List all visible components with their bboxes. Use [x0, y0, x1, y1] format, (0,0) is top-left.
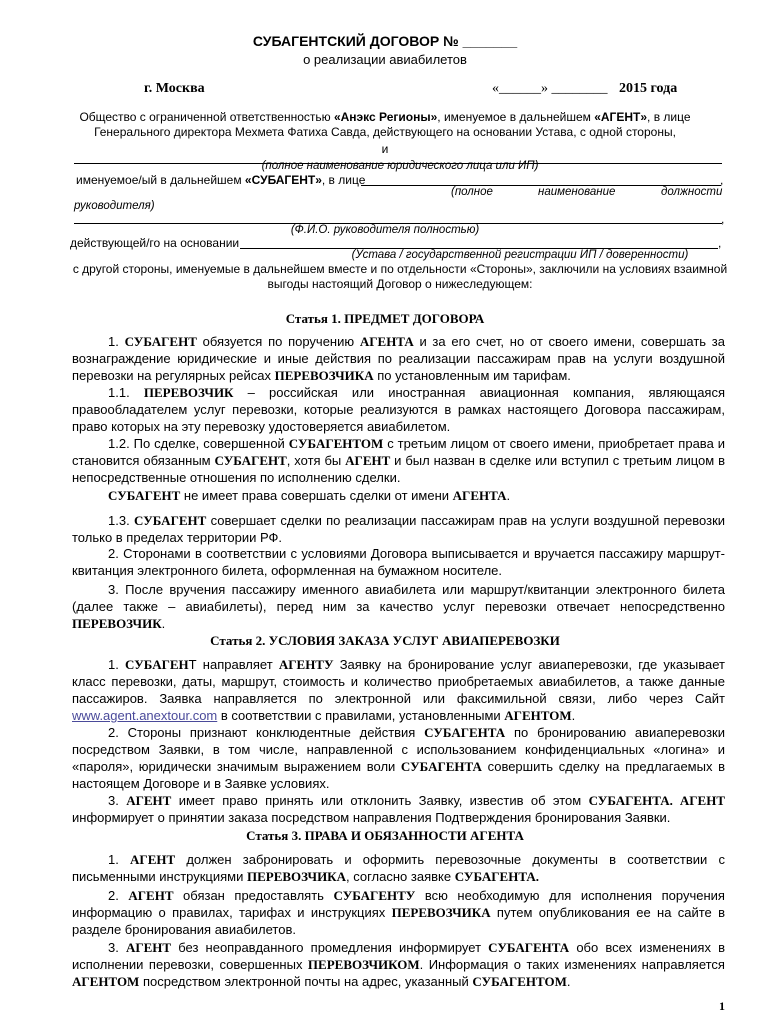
section-3-clause-3: 3. АГЕНТ без неоправданного промедления информирует СУБАГЕНТА обо всех изменениях в исполнении перевозки, совершенных ПЕРЕВОЗЧИКОМ. Информация о таких изменениях направляется АГЕНТОМ посредством электронной почты на адрес, указанный СУБАГЕНТОМ.: [72, 940, 725, 989]
section-2-clause-3: 3. АГЕНТ имеет право принять или отклонить Заявку, известив об этом СУБАГЕНТА. АГЕНТ информирует о принятии заказа посредством направления Подтверждения бронирования Заявки.: [72, 793, 725, 825]
section-3-title: Статья 3. ПРАВА И ОБЯЗАННОСТИ АГЕНТА: [246, 828, 524, 843]
section-2-clause-2: 2. Стороны признают конклюдентные действия СУБАГЕНТА по бронированию авиаперевозки посредством Заявки, в том числе, направленной с использованием конфиденциальных «логина» и «пароля», юридически значимым выражением воли СУБАГЕНТА совершить сделку на предлагаемых в настоящем Договоре и в Заявке условиях.: [72, 725, 725, 791]
city: г. Москва: [144, 81, 205, 96]
preamble-line-2: Генерального директора Мехмета Фатиха Савда, действующего на основании Устава, с одной стороны,: [94, 125, 676, 139]
contract-title: СУБАГЕНТСКИЙ ДОГОВОР № _______: [252, 33, 518, 49]
preamble-closing: с другой стороны, именуемые в дальнейшем вместе и по отдельности «Стороны», заключили на условиях взаимной выгоды настоящий Договор о нижеследующем:: [72, 262, 728, 291]
section-1-clause-2: 2. Сторонами в соответствии с условиями Договора выписывается и вручается пассажиру маршрут-квитанция электронного билета, оформленная на бумажном носителе.: [72, 546, 725, 578]
section-1-title: Статья 1. ПРЕДМЕТ ДОГОВОРА: [285, 311, 485, 326]
preamble-and: и: [381, 142, 389, 156]
note-head: руководителя): [74, 200, 155, 212]
section-2-clause-1: 1. СУБАГЕНТ направляет АГЕНТУ Заявку на бронирование услуг авиаперевозки, где указывает класс перевозки, даты, маршрут, стоимость и количество приобретаемых авиабилетов, а также данные пассажиров. Заявка направляется по электронной или факсимильной связи, либо через Сайт www.agent.anextour.com в соответствии с правилами, установленными АГЕНТОМ.: [72, 657, 725, 723]
company-name: «Анэкс Регионы»: [333, 110, 438, 124]
date-line: [492, 81, 677, 97]
section-1-clause-1-2: 1.2. По сделке, совершенной СУБАГЕНТОМ с третьим лицом от своего имени, приобретает права и становится обязанным СУБАГЕНТ, хотя бы АГЕНТ и был назван в сделке или вступил с третьим лицом в непосредственные отношения по исполнению сделки.: [72, 436, 725, 485]
section-1-clause-1: 1. СУБАГЕНТ обязуется по поручению АГЕНТА и за его счет, но от своего имени, совершать за вознаграждение юридические и иные действия по реализации пассажирам прав на услуги воздушной перевозки на регулярных рейсах ПЕРЕВОЗЧИКА по установленным им тарифам.: [72, 334, 725, 383]
section-3-clause-1: 1. АГЕНТ должен забронировать и оформить перевозочные документы в соответствии с письменными инструкциями ПЕРЕВОЗЧИКА, согласно заявке СУБАГЕНТА.: [72, 852, 725, 884]
note-basis: (Устава / государственной регистрации ИП / доверенности): [351, 249, 689, 261]
date-blank: «______» ________: [492, 81, 608, 96]
note-fio: (Ф.И.О. руководителя полностью): [290, 224, 480, 236]
acting-basis-label: действующей/го на основании: [70, 236, 240, 250]
named-as-subagent: именуемое/ый в дальнейшем «СУБАГЕНТ», в лице: [76, 173, 366, 187]
note-legal-name: (полное наименование юридического лица или ИП): [261, 160, 539, 172]
note-name: наименование: [538, 186, 616, 198]
section-3-clause-2: 2. АГЕНТ обязан предоставлять СУБАГЕНТУ всю необходимую для исполнения поручения информацию о правилах, тарифах и инструкциях ПЕРЕВОЗЧИКА путем опубликования ее на сайте в разделе бронирования авиабилетов.: [72, 888, 725, 937]
note-full: (полное: [451, 186, 493, 198]
contract-subtitle: о реализации авиабилетов: [303, 52, 467, 67]
section-1-clause-1-1: 1.1. ПЕРЕВОЗЧИК – российская или иностранная авиационная компания, являющаяся правообладателем услуг перевозки, которые реализуются в рамках настоящего Договора пассажирам, право которых на эту перевозку удостоверяется авиабилетом.: [72, 385, 725, 434]
section-1-clause-1-3: 1.3. СУБАГЕНТ совершает сделки по реализации пассажирам прав на услуги воздушной перевозки только в пределах территории РФ.: [72, 513, 726, 545]
document-page: СУБАГЕНТСКИЙ ДОГОВОР № _______ о реализации авиабилетов г. Москва «______» ________ 2015 года Общество с ограниченной ответственностью «Анэкс Регионы», именуемое в дальнейшем «АГЕНТ», в лице Генерального директора Мехмета Фатиха Савда, действующего на основании Устава, с одной стороны, и (полное наименование юридического лица или ИП) именуемое/ый в дальнейшем «СУБАГЕНТ», в лице , (полное наименование должности руководителя) , (Ф.И.О. руководителя полностью) действующей/го на основании , (Устава / государственной регистрации ИП / доверенности) с другой стороны, именуемые в дальнейшем вместе и по отдельности «Стороны», заключили на условиях взаимной выгоды настоящий Договор о нижеследующем: Статья 1. ПРЕДМЕТ ДОГОВОРА 1. СУБАГЕНТ обязуется по поручению АГЕНТА и за его счет, но от своего имени, совершать за вознаграждение юридические и иные действия по реализации пассажирам прав на услуги воздушной перевозки на регулярных рейсах ПЕРЕВОЗЧИКА по установленным им тарифам. 1.1. ПЕРЕВОЗЧИК – российская или иностранная авиационная компания, являющаяся правообладателем услуг перевозки, которые реализуются в рамках настоящего Договора пассажирам, право которых на эту перевозку удостоверяется авиабилетом. 1.2. По сделке, совершенной СУБАГЕНТОМ с третьим лицом от своего имени, приобретает права и становится обязанным СУБАГЕНТ, хотя бы АГЕНТ и был назван в сделке или вступил с третьим лицом в непосредственные отношения по исполнению сделки. СУБАГЕНТ не имеет права совершать сделки от имени АГЕНТА. 1.3. СУБАГЕНТ совершает сделки по реализации пассажирам прав на услуги воздушной перевозки только в пределах территории РФ. 2. Сторонами в соответствии с условиями Договора выписывается и вручается пассажиру маршрут-квитанция электронного билета, оформленная на бумажном носителе. 3. После вручения пассажиру именного авиабилета или маршрут/квитанции электронного билета (далее также – авиабилеты), перед ним за качество услуг перевозки отвечает непосредственно ПЕРЕВОЗЧИК. Статья 2. УСЛОВИЯ ЗАКАЗА УСЛУГ АВИАПЕРЕВОЗКИ 1. СУБАГЕНТ направляет АГЕНТУ Заявку на бронирование услуг авиаперевозки, где указывает класс перевозки, даты, маршрут, стоимость и количество приобретаемых авиабилетов, а также данные пассажиров. Заявка направляется по электронной или факсимильной связи, либо через Сайт www.agent.anextour.com в соответствии с правилами, установленными АГЕНТОМ. 2. Стороны признают конклюдентные действия СУБАГЕНТА по бронированию авиаперевозки посредством Заявки, в том числе, направленной с использованием конфиденциальных «логина» и «пароля», юридически значимым выражением воли СУБАГЕНТА совершить сделку на предлагаемых в настоящем Договоре и в Заявке условиях. 3. АГЕНТ имеет право принять или отклонить Заявку, известив об этом СУБАГЕНТА. АГЕНТ информирует о принятии заказа посредством направления Подтверждения бронирования Заявки. Статья 3. ПРАВА И ОБЯЗАННОСТИ АГЕНТА 1. АГЕНТ должен забронировать и оформить перевозочные документы в соответствии с письменными инструкциями ПЕРЕВОЗЧИКА, согласно заявке СУБАГЕНТА. 2. АГЕНТ обязан предоставлять СУБАГЕНТУ всю необходимую для исполнения поручения информацию о правилах, тарифах и инструкциях ПЕРЕВОЗЧИКА путем опубликования ее на сайте в разделе бронирования авиабилетов. 3. АГЕНТ без неоправданного промедления информирует СУБАГЕНТА обо всех изменениях в исполнении перевозки, совершенных ПЕРЕВОЗЧИКОМ. Информация о таких изменениях направляется АГЕНТОМ посредством электронной почты на адрес, указанный СУБАГЕНТОМ. 1: [0, 0, 770, 1024]
page-number: 1: [719, 999, 725, 1013]
agent-site-link[interactable]: www.agent.anextour.com: [72, 708, 218, 723]
section-1-clause-3: 3. После вручения пассажиру именного авиабилета или маршрут/квитанции электронного билета (далее также – авиабилеты), перед ним за качество услуг перевозки отвечает непосредственно ПЕРЕВОЗЧИК.: [72, 582, 725, 631]
section-2-title: Статья 2. УСЛОВИЯ ЗАКАЗА УСЛУГ АВИАПЕРЕВОЗКИ: [210, 633, 560, 648]
section-1-clause-1-2b: СУБАГЕНТ не имеет права совершать сделки от имени АГЕНТА.: [108, 488, 511, 503]
note-position: должности: [661, 186, 723, 198]
date-year: 2015 года: [619, 81, 678, 96]
preamble-line-1: Общество с ограниченной ответственностью «Анэкс Регионы», именуемое в дальнейшем «АГЕНТ», в лице: [79, 110, 691, 124]
